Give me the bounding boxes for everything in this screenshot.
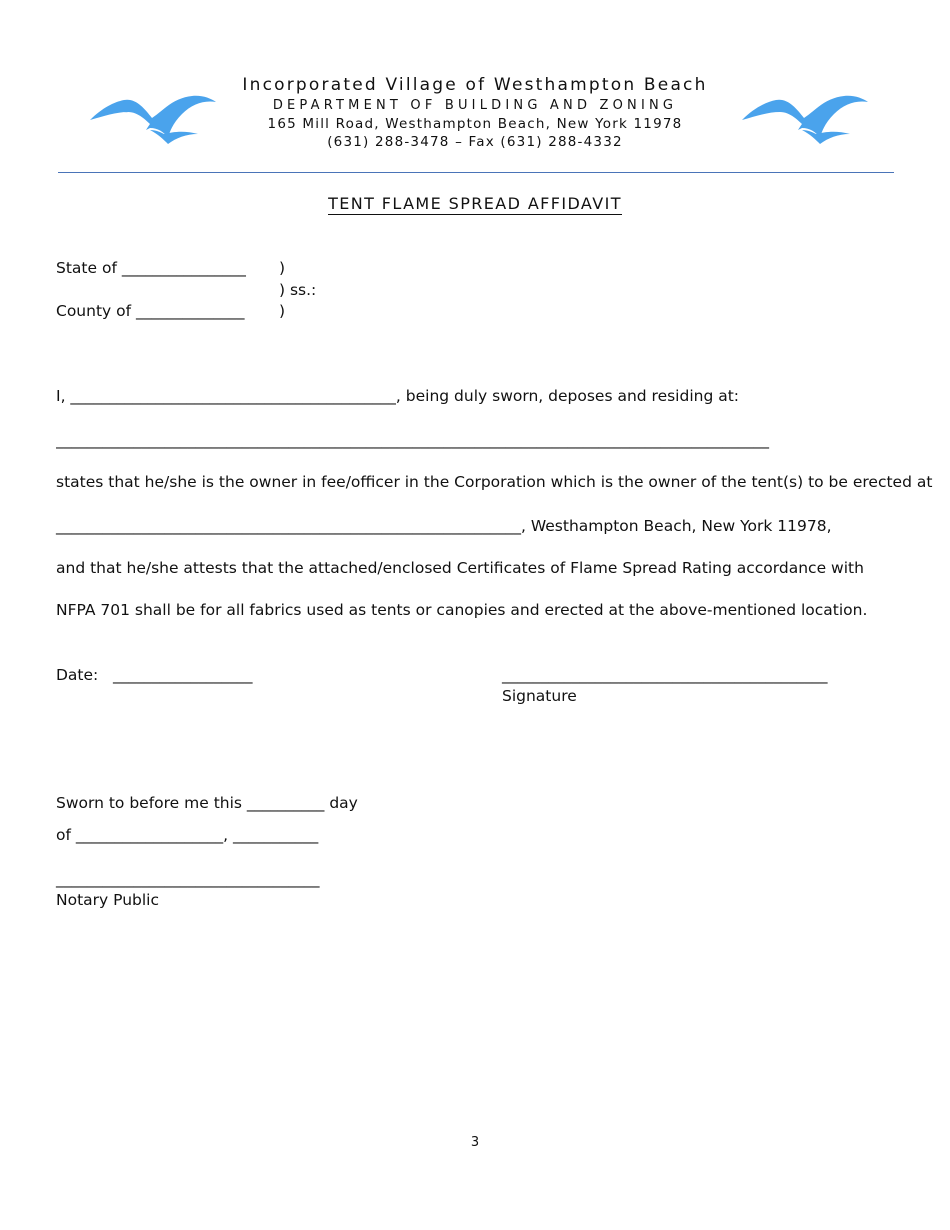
ss-label: ) ss.: bbox=[279, 281, 317, 299]
nfpa-statement: NFPA 701 shall be for all fabrics used as tents or canopies and erected at the above-mentioned location. bbox=[56, 601, 868, 619]
village-name: Incorporated Village of Westhampton Beach bbox=[242, 75, 708, 95]
residence-address-line: ____________________________________________________________________________________________ bbox=[56, 431, 769, 449]
page-title bbox=[0, 194, 950, 213]
header-divider bbox=[58, 172, 894, 173]
sworn-day-line: Sworn to before me this __________ day bbox=[56, 794, 358, 812]
signature-line: __________________________________________ bbox=[502, 666, 828, 684]
notary-label: Notary Public bbox=[56, 891, 159, 909]
tent-location-line: ____________________________________________________________, Westhampton Beach, New York 11978, bbox=[56, 517, 832, 535]
date-field: Date: __________________ bbox=[56, 666, 253, 684]
notary-signature-line: __________________________________ bbox=[56, 870, 320, 888]
signature-label: Signature bbox=[502, 687, 577, 705]
county-paren: ) bbox=[279, 302, 286, 320]
ownership-statement: states that he/she is the owner in fee/officer in the Corporation which is the owner of the tent(s) to be erected at bbox=[56, 473, 933, 491]
department-phone: (631) 288-3478 – Fax (631) 288-4332 bbox=[327, 134, 623, 150]
certificate-statement: and that he/she attests that the attached/enclosed Certificates of Flame Spread Rating accordance with bbox=[56, 559, 864, 577]
state-of-field: State of ________________ bbox=[56, 259, 246, 277]
deponent-name-line: I, __________________________________________, being duly sworn, deposes and residing at: bbox=[56, 387, 740, 405]
page-number: 3 bbox=[470, 1135, 480, 1150]
state-paren: ) bbox=[279, 259, 286, 277]
department-name: DEPARTMENT OF BUILDING AND ZONING bbox=[272, 98, 678, 113]
sworn-month-year-line: of ___________________, ___________ bbox=[56, 826, 319, 844]
county-of-field: County of ______________ bbox=[56, 302, 245, 320]
department-address: 165 Mill Road, Westhampton Beach, New York 11978 bbox=[267, 116, 683, 132]
page-title-text: TENT FLAME SPREAD AFFIDAVIT bbox=[328, 194, 622, 213]
